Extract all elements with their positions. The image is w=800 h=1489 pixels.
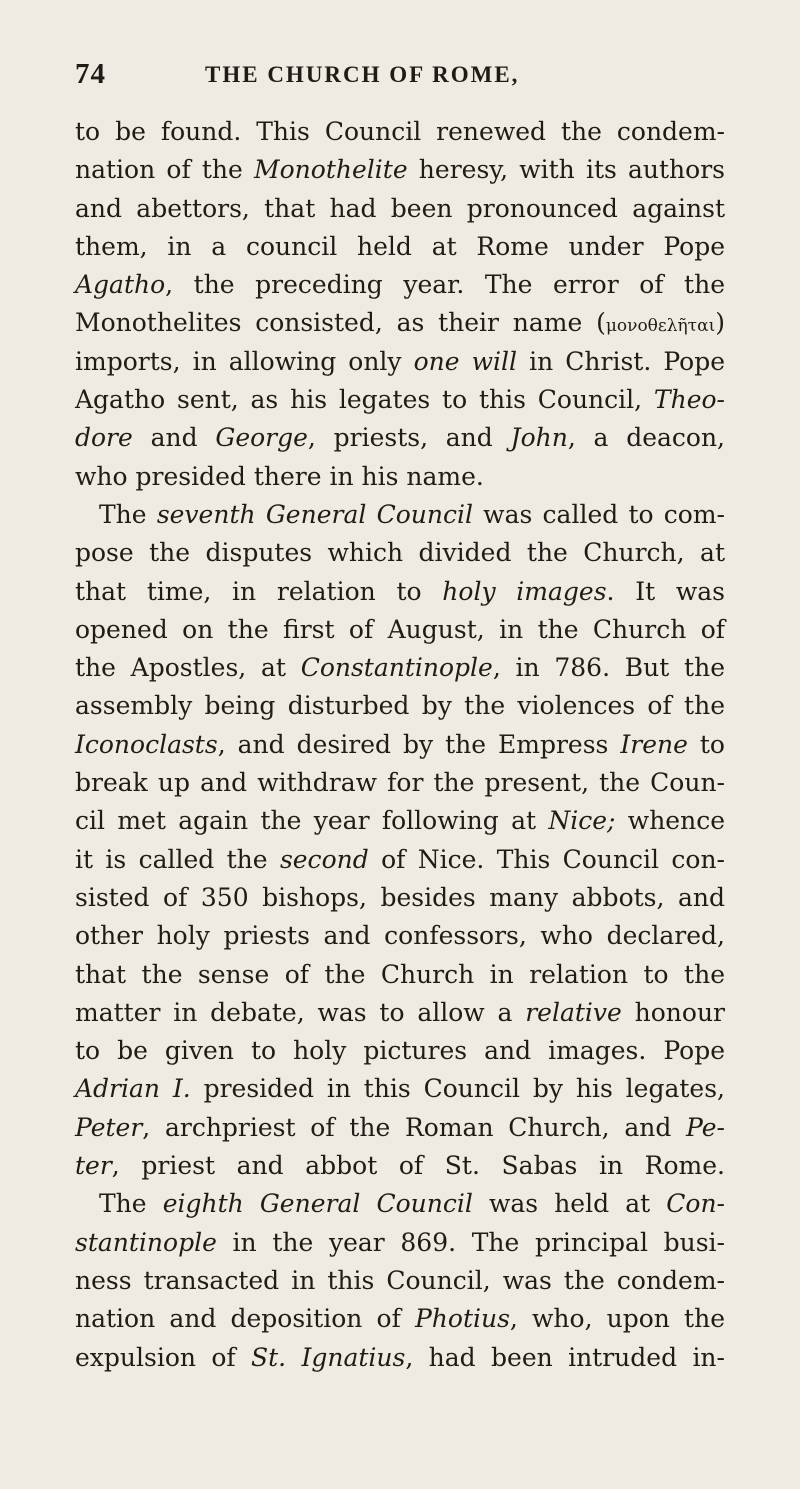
body-text bbox=[75, 113, 725, 1377]
text-segment: , and desired by the Empress bbox=[217, 729, 621, 759]
text-line bbox=[75, 764, 725, 802]
text-segment: The bbox=[99, 1189, 163, 1219]
italic-text: St. Ignatius bbox=[251, 1342, 406, 1372]
text-line bbox=[75, 1262, 725, 1300]
text-segment: in Christ. Pope bbox=[517, 346, 725, 376]
text-line bbox=[75, 573, 725, 611]
text-line bbox=[75, 419, 725, 457]
text-segment: ness transacted in this Council, was the condem- bbox=[75, 1265, 725, 1295]
text-segment: break up and withdraw for the present, the Coun- bbox=[75, 768, 725, 798]
italic-text: seventh General Council bbox=[156, 499, 473, 529]
text-segment: , the preceding year. The error of the bbox=[165, 270, 725, 300]
text-segment: who presided there in his name. bbox=[75, 461, 484, 491]
text-segment: pose the disputes which divided the Church, at bbox=[75, 538, 725, 568]
italic-text: dore bbox=[75, 423, 133, 453]
text-segment: whence bbox=[615, 806, 726, 836]
text-segment: imports, in allowing only bbox=[75, 346, 414, 376]
text-segment: was called to com- bbox=[472, 499, 725, 529]
italic-text: Photius bbox=[414, 1304, 510, 1334]
text-segment: that time, in relation to bbox=[75, 576, 443, 606]
text-line bbox=[75, 190, 725, 228]
text-segment: assembly being disturbed by the violences of the bbox=[75, 691, 725, 721]
text-segment: the Apostles, at bbox=[75, 653, 301, 683]
italic-text: relative bbox=[525, 997, 622, 1027]
italic-text: Theo- bbox=[653, 385, 725, 415]
italic-text: eighth General Council bbox=[162, 1189, 473, 1219]
text-segment: of Nice. This Council con- bbox=[368, 844, 726, 874]
text-segment: to be given to holy pictures and images. Pope bbox=[75, 1036, 725, 1066]
italic-text: Iconoclasts bbox=[75, 729, 218, 759]
text-segment: sisted of 350 bishops, besides many abbots, and bbox=[75, 882, 725, 912]
text-segment: in the year 869. The principal busi- bbox=[216, 1227, 725, 1257]
text-segment: . It was bbox=[606, 576, 726, 606]
text-line bbox=[75, 228, 725, 266]
text-line bbox=[75, 113, 725, 151]
text-segment: to bbox=[687, 729, 725, 759]
italic-text: ter bbox=[75, 1151, 112, 1181]
text-segment: cil met again the year following at bbox=[75, 806, 549, 836]
text-line bbox=[75, 1224, 725, 1262]
text-segment: nation and deposition of bbox=[75, 1304, 415, 1334]
text-line bbox=[75, 1339, 725, 1377]
text-segment: expulsion of bbox=[75, 1342, 251, 1372]
text-line bbox=[75, 802, 725, 840]
text-line bbox=[75, 534, 725, 572]
text-segment: , a deacon, bbox=[567, 423, 725, 453]
italic-text: Pe- bbox=[686, 1112, 725, 1142]
text-line bbox=[75, 994, 725, 1032]
text-segment: that the sense of the Church in relation to the bbox=[75, 959, 725, 989]
text-line bbox=[75, 917, 725, 955]
text-segment: , had been intruded in- bbox=[405, 1342, 725, 1372]
text-segment: ) bbox=[715, 308, 725, 338]
text-line bbox=[75, 611, 725, 649]
italic-text: Con- bbox=[666, 1189, 725, 1219]
text-line bbox=[75, 343, 725, 381]
italic-text: one will bbox=[413, 346, 518, 376]
page-number: 74 bbox=[75, 58, 106, 90]
text-segment: presided in this Council by his legates, bbox=[190, 1074, 725, 1104]
text-line bbox=[75, 266, 725, 304]
text-line bbox=[75, 1185, 725, 1223]
text-line bbox=[75, 841, 725, 879]
text-line bbox=[75, 1070, 725, 1108]
text-segment: , who, upon the bbox=[509, 1304, 725, 1334]
text-line bbox=[75, 381, 725, 419]
text-segment: Monothelites consisted, as their name ( bbox=[75, 308, 606, 338]
text-line bbox=[75, 956, 725, 994]
text-line bbox=[75, 726, 725, 764]
text-line bbox=[75, 496, 725, 534]
text-segment: them, in a council held at Rome under Pope bbox=[75, 231, 725, 261]
text-line bbox=[75, 649, 725, 687]
italic-text: Agatho bbox=[75, 270, 166, 300]
italic-text: John bbox=[510, 423, 568, 453]
text-segment: and abettors, that had been pronounced against bbox=[75, 193, 725, 223]
italic-text: second bbox=[279, 844, 369, 874]
text-line bbox=[75, 687, 725, 725]
italic-text: stantinople bbox=[75, 1227, 217, 1257]
text-segment: to be found. This Council renewed the condem- bbox=[75, 117, 725, 146]
text-segment: honour bbox=[621, 997, 725, 1027]
greek-text: μονοθελῆται bbox=[605, 316, 716, 337]
text-segment: , archpriest of the Roman Church, and bbox=[142, 1112, 687, 1142]
text-segment: , priests, and bbox=[307, 423, 511, 453]
italic-text: Nice; bbox=[548, 806, 616, 836]
italic-text: George bbox=[215, 423, 308, 453]
italic-text: Peter bbox=[75, 1112, 143, 1142]
running-head bbox=[75, 58, 715, 94]
text-segment: matter in debate, was to allow a bbox=[75, 997, 526, 1027]
italic-text: Adrian I. bbox=[75, 1074, 191, 1104]
text-line bbox=[75, 1109, 725, 1147]
text-line bbox=[75, 1300, 725, 1338]
text-segment: , priest and abbot of St. Sabas in Rome. bbox=[111, 1151, 725, 1181]
text-line bbox=[75, 879, 725, 917]
italic-text: Monothelite bbox=[254, 155, 408, 185]
text-segment: other holy priests and confessors, who declared, bbox=[75, 921, 725, 951]
text-segment: and bbox=[132, 423, 216, 453]
running-title: THE CHURCH OF ROME, bbox=[205, 62, 520, 87]
italic-text: holy images bbox=[442, 576, 607, 606]
italic-text: Irene bbox=[620, 729, 688, 759]
text-segment: it is called the bbox=[75, 844, 280, 874]
text-segment: The bbox=[99, 499, 157, 529]
text-segment: Agatho sent, as his legates to this Council, bbox=[75, 385, 654, 415]
text-line bbox=[75, 304, 725, 342]
text-segment: opened on the first of August, in the Church of bbox=[75, 614, 725, 644]
text-line bbox=[75, 1032, 725, 1070]
text-segment: nation of the bbox=[75, 155, 255, 185]
text-segment: was held at bbox=[472, 1189, 667, 1219]
text-segment: , in 786. But the bbox=[492, 653, 725, 683]
text-line bbox=[75, 151, 725, 189]
text-line bbox=[75, 1147, 725, 1185]
text-segment: heresy, with its authors bbox=[407, 155, 725, 185]
italic-text: Constantinople bbox=[300, 653, 493, 683]
text-line bbox=[75, 458, 725, 496]
